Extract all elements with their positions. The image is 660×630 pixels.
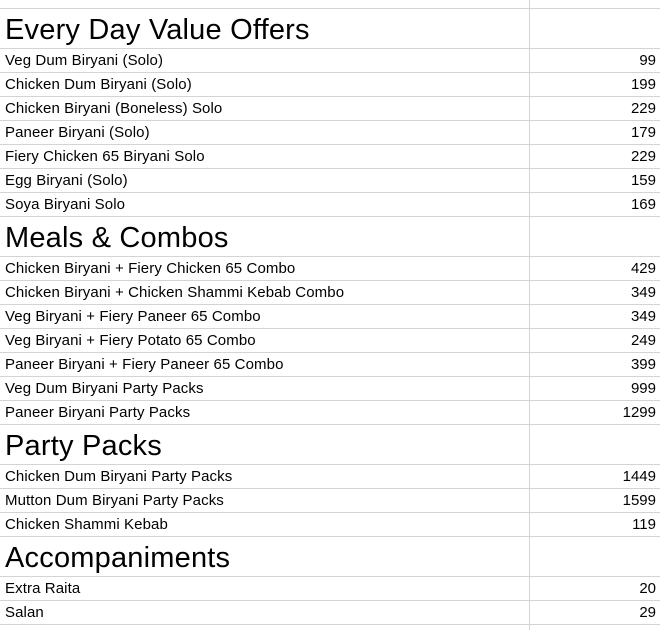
item-name-cell: Fiery Chicken 65 Biryani Solo: [5, 148, 205, 165]
item-price-cell: 29: [639, 604, 656, 621]
section-title: Party Packs: [5, 430, 162, 462]
item-name-cell: Chicken Biryani + Fiery Chicken 65 Combo: [5, 260, 296, 277]
menu-item-row[interactable]: [0, 49, 660, 73]
item-name-cell: Chicken Dum Biryani Party Packs: [5, 468, 233, 485]
item-name-cell: Chicken Dum Biryani (Solo): [5, 76, 192, 93]
item-price-cell: 999: [630, 380, 656, 397]
item-price-cell: 179: [630, 124, 656, 141]
item-price-cell: 99: [639, 52, 656, 69]
item-price-cell: 1599: [622, 492, 656, 509]
section-header-row[interactable]: [0, 9, 660, 49]
menu-item-row[interactable]: [0, 305, 660, 329]
item-price-cell: 349: [630, 284, 656, 301]
item-name-cell: Veg Biryani + Fiery Paneer 65 Combo: [5, 308, 261, 325]
item-name-cell: Chicken Shammi Kebab: [5, 516, 168, 533]
menu-item-row[interactable]: [0, 193, 660, 217]
menu-item-row[interactable]: [0, 97, 660, 121]
item-name-cell: Chicken Biryani + Chicken Shammi Kebab Combo: [5, 284, 345, 301]
item-price-cell: 229: [630, 100, 656, 117]
item-price-cell: 229: [630, 148, 656, 165]
section-header-row[interactable]: [0, 425, 660, 465]
section-title: Every Day Value Offers: [5, 14, 310, 46]
item-name-cell: Veg Dum Biryani (Solo): [5, 52, 164, 69]
menu-item-row[interactable]: [0, 577, 660, 601]
menu-item-row[interactable]: [0, 601, 660, 625]
section-title: Meals & Combos: [5, 222, 229, 254]
menu-item-row[interactable]: [0, 513, 660, 537]
menu-item-row[interactable]: [0, 401, 660, 425]
menu-item-row[interactable]: [0, 377, 660, 401]
item-name-cell: Chicken Biryani (Boneless) Solo: [5, 100, 223, 117]
item-name-cell: Egg Biryani (Solo): [5, 172, 128, 189]
menu-item-row[interactable]: [0, 465, 660, 489]
section-header-row[interactable]: [0, 217, 660, 257]
section-header-row[interactable]: [0, 537, 660, 577]
item-price-cell: 1299: [622, 404, 656, 421]
menu-item-row[interactable]: [0, 353, 660, 377]
item-name-cell: Mutton Dum Biryani Party Packs: [5, 492, 224, 509]
menu-item-row[interactable]: [0, 257, 660, 281]
item-name-cell: Extra Raita: [5, 580, 81, 597]
item-name-cell: Veg Biryani + Fiery Potato 65 Combo: [5, 332, 256, 349]
column-divider: [529, 0, 530, 630]
item-price-cell: 249: [630, 332, 656, 349]
menu-item-row[interactable]: [0, 73, 660, 97]
menu-item-row[interactable]: [0, 489, 660, 513]
item-price-cell: 349: [630, 308, 656, 325]
menu-item-row[interactable]: [0, 281, 660, 305]
item-price-cell: 159: [630, 172, 656, 189]
item-price-cell: 399: [630, 356, 656, 373]
item-name-cell: Paneer Biryani + Fiery Paneer 65 Combo: [5, 356, 284, 373]
item-name-cell: Soya Biryani Solo: [5, 196, 126, 213]
item-name-cell: Paneer Biryani (Solo): [5, 124, 150, 141]
item-name-cell: Veg Dum Biryani Party Packs: [5, 380, 204, 397]
menu-item-row[interactable]: [0, 121, 660, 145]
section-title: Accompaniments: [5, 542, 231, 574]
menu-item-row[interactable]: [0, 145, 660, 169]
item-price-cell: 429: [630, 260, 656, 277]
menu-item-row[interactable]: [0, 329, 660, 353]
item-name-cell: Paneer Biryani Party Packs: [5, 404, 191, 421]
item-price-cell: 1449: [622, 468, 656, 485]
item-price-cell: 199: [630, 76, 656, 93]
item-price-cell: 119: [632, 516, 656, 533]
item-name-cell: Salan: [5, 604, 44, 621]
item-price-cell: 169: [630, 196, 656, 213]
item-price-cell: 20: [639, 580, 656, 597]
menu-item-row[interactable]: [0, 169, 660, 193]
